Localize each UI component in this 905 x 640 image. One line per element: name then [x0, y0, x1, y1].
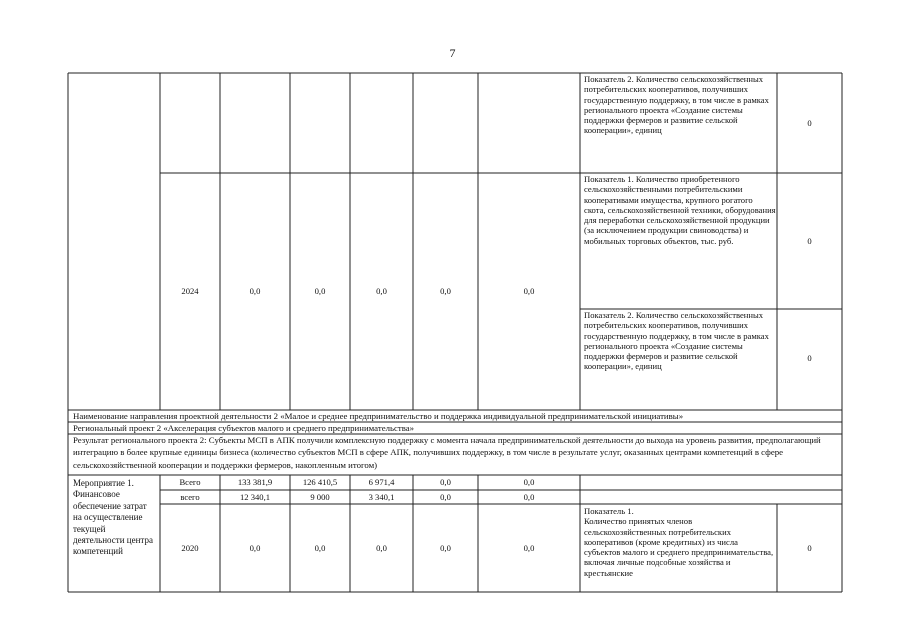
indicator-1-text: Показатель 1. Количество приобретенного сельскохозяйственными потребительскими кооперативами имущества, крупного рогатого скота, сельскохозяйственной техники, оборудования для переработки сельскохозяйственной продукции (за исключением продукции свиноводства) и мобильных торговых объектов, тыс. руб. [584, 174, 776, 246]
value-cell: 0,0 [376, 543, 387, 553]
value-cell: 0,0 [523, 477, 535, 487]
value-cell: 0,0 [523, 492, 535, 502]
value-cell: 0,0 [440, 286, 451, 296]
value-cell: 0,0 [440, 492, 451, 502]
direction-title: Наименование направления проектной деятельности 2 «Малое и среднее предпринимательство и поддержка индивидуальной предпринимательской инициативы» [73, 411, 684, 421]
result-text: Результат регионального проекта 2: Субъекты МСП в АПК получили комплексную поддержку с момента начала предпринимательской деятельности до выхода на уровень развития, предполагающий интеграцию в более крупные единицы бизнеса (количество субъектов МСП в сфере АПК, получивших поддержку, в том числе в результате услуг, оказанных центрами компетенций в сфере сельскохозяйственной кооперации и поддержки фермеров, накопленным итогом) [73, 435, 821, 470]
value-cell: 0,0 [376, 286, 387, 296]
row-label: всего [180, 492, 200, 502]
value-cell: 0,0 [440, 543, 451, 553]
value-cell: 0,0 [523, 543, 535, 553]
page-number: 7 [449, 46, 456, 60]
row-label: Всего [179, 477, 201, 487]
measure-indicator-title: Показатель 1. [584, 506, 634, 516]
indicator-2b-value: 0 [807, 353, 812, 363]
year-2024: 2024 [181, 286, 199, 296]
year-2020: 2020 [181, 543, 199, 553]
value-cell: 133 381,9 [237, 477, 273, 487]
measure-indicator-text: Количество принятых членов сельскохозяйственных потребительских кооперативов (кроме кредитных) из числа субъектов малого и среднего предпринимательства, включая личные подсобные хозяйства и крестьянские [584, 516, 774, 578]
value-cell: 0,0 [314, 543, 326, 553]
indicator-2-text: Показатель 2. Количество сельскохозяйственных потребительских кооперативов, получивших государственную поддержку, в том числе в рамках регионального проекта «Создание системы поддержки фермеров и развитие сельской кооперации», единиц [584, 74, 769, 136]
measure-name: Мероприятие 1. Финансовое обеспечение затрат на осуществление текущей деятельности центра компетенций [73, 478, 153, 557]
value-cell: 12 340,1 [239, 492, 271, 502]
value-cell: 0,0 [314, 286, 326, 296]
value-cell: 6 971,4 [368, 477, 395, 487]
indicator-1-value: 0 [807, 236, 812, 246]
measure-indicator-value: 0 [807, 543, 812, 553]
indicator-2b-text: Показатель 2. Количество сельскохозяйственных потребительских кооперативов, получивших государственную поддержку, в том числе в рамках регионального проекта «Создание системы поддержки фермеров и развитие сельской кооперации», единиц [584, 310, 769, 372]
value-cell: 0,0 [249, 286, 261, 296]
regional-project: Региональный проект 2 «Акселерация субъектов малого и среднего предпринимательства» [73, 423, 415, 433]
indicator-2-value: 0 [807, 118, 812, 128]
value-cell: 126 410,5 [302, 477, 338, 487]
value-cell: 0,0 [249, 543, 261, 553]
value-cell: 0,0 [440, 477, 451, 487]
value-cell: 9 000 [310, 492, 330, 502]
measure-indicator [584, 506, 776, 592]
value-cell: 0,0 [523, 286, 535, 296]
value-cell: 3 340,1 [368, 492, 395, 502]
